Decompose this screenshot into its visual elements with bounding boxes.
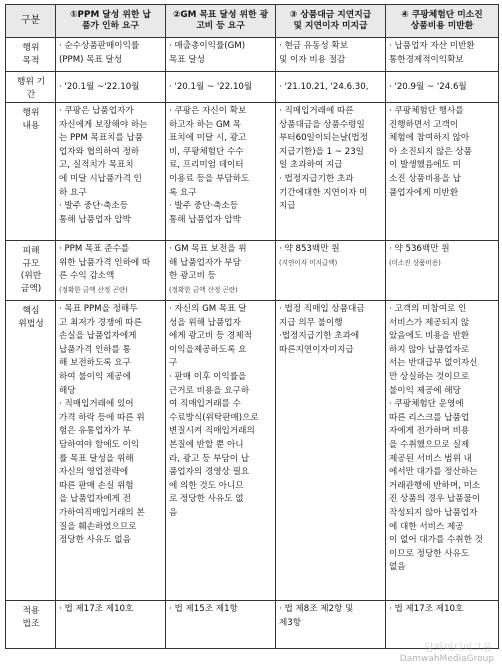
text-line: 성을 위해 납품업자 — [169, 317, 241, 328]
text-line: 통해 납품업자 압박 — [59, 214, 131, 225]
text-line: 핵심 — [22, 306, 40, 316]
text-line: 제3항 — [279, 617, 302, 628]
text-line: · 순수상품판매이익률 — [59, 41, 140, 51]
text-line: 행위 기 — [16, 77, 46, 87]
text-line: 위법성 — [18, 318, 44, 329]
text-line: ③ 상품대금 지연지급 — [289, 9, 372, 20]
text-line: 제공된 서비스 범위 내 — [389, 453, 472, 464]
cell-core-3 — [276, 301, 386, 601]
text-line: 에서만 대가를 정산하는 — [389, 467, 478, 478]
text-line: 하여 불이익 제공에 — [59, 371, 131, 382]
text-line: 로 정당한 사유도 없 — [169, 494, 244, 505]
text-line: 자에게 전가하며 비용 — [389, 426, 470, 437]
text-line: 해당 — [59, 385, 76, 396]
text-line: · 쿠팡체험단 행사를 — [389, 106, 464, 116]
text-line: · 법 제17조 제10호 — [389, 604, 464, 614]
text-line: 가하여직매입거래의 본 — [59, 507, 145, 518]
text-line: 는 PPM 목표치를 납품 — [59, 133, 144, 144]
cell-purpose-3 — [276, 38, 386, 72]
text-line: · 현금 유동성 확보 — [279, 41, 349, 51]
text-line: 이익을제공하도록 요 — [169, 344, 247, 355]
text-line: 질을 훼손하였으므로 — [59, 521, 137, 532]
text-line: 피해 — [22, 246, 40, 256]
text-line: 행위 — [22, 108, 40, 118]
row-content — [6, 103, 499, 241]
text-line: 이 발생했음에도 미 — [389, 160, 461, 171]
text-line: ①PPM 달성 위한 납 — [70, 9, 151, 20]
row-core — [6, 301, 499, 601]
text-line: 지급 — [279, 201, 296, 212]
cell-law-2 — [166, 601, 276, 649]
text-line: 일 초과하여 지급 — [279, 160, 343, 171]
text-line: · 법 제17조 제10호 — [59, 604, 134, 614]
text-line: · 발주 중단·축소등 — [169, 201, 239, 212]
row-purpose — [6, 38, 499, 72]
text-line: 목적 — [22, 55, 40, 66]
row-label-scale — [6, 241, 56, 301]
text-line: 표치에 미달 시, 광고 — [169, 133, 247, 144]
text-line: 비, 쿠팡체험단 수수 — [169, 146, 244, 157]
text-line: 내용 — [22, 120, 40, 131]
text-line: · 법정지급기한 초과 — [279, 173, 354, 184]
text-line: 근거로 비용을 요구하 — [169, 385, 250, 396]
text-line: 구 — [169, 358, 178, 369]
cell-scale-1 — [56, 241, 166, 301]
text-line: · '20.1월 ~ '22.10월 — [169, 81, 253, 92]
text-line: (위반 — [20, 271, 42, 281]
text-line: 른 수익 감소액 — [59, 271, 115, 282]
text-line: 고, 실적치가 목표치 — [59, 160, 134, 171]
text-line: 따른 판매 손실 위험 — [59, 480, 134, 491]
cell-purpose-2 — [166, 38, 276, 72]
text-line: 법조 — [22, 618, 40, 629]
cell-content-1 — [56, 103, 166, 241]
row-label-period — [6, 72, 56, 103]
text-line: · 고객의 미참여로 인 — [389, 304, 467, 314]
cell-content-4 — [386, 103, 499, 241]
text-line: · '20.1월 ~'22.10월 — [59, 81, 140, 92]
text-line: 부터60일이되는날(법정 — [279, 133, 369, 144]
text-line: 라, 광고 등 부담이 납 — [169, 453, 250, 464]
text-line: 적용 — [22, 606, 40, 616]
scale-note-4: (미소진 상품비용) — [389, 258, 441, 267]
text-line: (PPM) 목표 달성 — [59, 54, 123, 65]
text-line: 품업자에게 미반환 — [389, 187, 459, 198]
col-header-1 — [56, 5, 166, 38]
text-line: 상품비용 미반환 — [410, 21, 474, 31]
text-line: · 법 제8조 제2항 및 — [279, 604, 354, 614]
cell-period-1 — [56, 72, 166, 103]
cell-period-3 — [276, 72, 386, 103]
text-line: · PPM 목표 준수를 — [59, 244, 130, 254]
text-line: 수료방식(위탁판매)으로 — [169, 412, 259, 423]
text-line: 이 없어 대가를 수취한 것 — [389, 535, 483, 546]
violation-summary-table — [5, 4, 499, 649]
text-line: · 약 536백만 원 — [389, 244, 450, 254]
text-line: 변질시켜 직매입거래의 — [169, 426, 255, 437]
text-line: 불이익 제공에 해당 — [389, 385, 461, 396]
text-line: · 약 853백만 원 — [279, 244, 340, 254]
text-line: 해 납품업자가 부담 — [169, 257, 241, 268]
text-line: · 매출총이익률(GM) — [169, 41, 246, 51]
text-line: 자신의 영업전략에 — [59, 467, 129, 478]
text-line: 하고자 하는 GM 목 — [169, 119, 242, 130]
text-line: 자신에게 보장해야 하는 — [59, 119, 148, 130]
text-line: 상품대금을 상품수령일 — [279, 119, 365, 130]
text-line: · 쿠팡은 납품업자가 — [59, 106, 134, 116]
col-header-3 — [276, 5, 386, 38]
text-line: 에 의한 것도 아니므 — [169, 480, 244, 491]
text-line: 여 직매입거래를 수 — [169, 399, 241, 410]
cell-content-3 — [276, 103, 386, 241]
text-line: 을 수취했으므로 실제 — [389, 439, 470, 450]
text-line: 행위 — [22, 43, 40, 53]
row-period — [6, 72, 499, 103]
cell-core-4 — [386, 301, 499, 601]
text-line: 에 대한 서비스 제공 — [389, 521, 464, 532]
text-line: ②GM 목표 달성 위한 광 — [172, 9, 269, 20]
text-line: 고비 등 요구 — [196, 21, 245, 31]
text-line: 이므로 정당한 사유도 — [389, 548, 470, 559]
text-line: · '20.9월 ~ '24.6월 — [389, 81, 467, 92]
text-line: · 목표 PPM을 정해두 — [59, 304, 138, 314]
text-line: 목표 달성 — [169, 54, 205, 65]
text-line: 지급기한)을 1 ~ 23일 — [279, 146, 364, 157]
text-line: · '21.10.21, '24.6.30, — [279, 81, 369, 92]
text-line: · 자신의 GM 목표 달 — [169, 304, 247, 314]
cell-purpose-1 — [56, 38, 166, 72]
text-line: 금액) — [20, 283, 42, 294]
cell-scale-2 — [166, 241, 276, 301]
text-line: ④ 쿠팡체험단 미소진 — [401, 9, 483, 20]
watermark-korean: 담화미디어그룹 — [424, 643, 492, 654]
text-line: 규모 — [22, 258, 40, 269]
scale-note-3: (지연이자 미지급액) — [279, 258, 338, 267]
text-line: 률 목표 달성을 위해 — [59, 453, 134, 464]
text-line: 작성되지 않아 납품업자 — [389, 507, 478, 518]
cell-core-1 — [56, 301, 166, 601]
text-line: · 법 제15조 제1항 — [169, 604, 238, 614]
text-line: 거래관행에 반하며, 미소 — [389, 480, 481, 491]
text-line: 료, 프리미엄 데이터 — [169, 160, 244, 171]
scale-note-1: (정확한 금액 산정 곤란) — [59, 285, 128, 294]
text-line: 을 납품업자에게 전 — [59, 494, 131, 505]
text-line: 소진 상품비용을 납 — [389, 173, 461, 184]
text-line: 납품가격 인하를 통 — [59, 344, 131, 355]
cell-period-2 — [166, 72, 276, 103]
text-line: · 판매 이후 이익률을 — [169, 371, 247, 382]
text-line: 품업자의 경영상 필요 — [169, 467, 250, 478]
text-line: 기간에대한 지연이자 미 — [279, 187, 368, 198]
text-line: 위한 납품가격 인하에 따 — [59, 257, 151, 268]
text-line: 및 지연이자 미지급 — [293, 21, 368, 31]
text-line: 없음 — [389, 562, 406, 573]
text-line: 품가 인하 요구 — [81, 21, 140, 31]
row-label-law — [6, 601, 56, 649]
text-line: 통해 납품업자 압박 — [169, 214, 241, 225]
text-line: 따른지연이자미지급 — [279, 344, 354, 355]
row-label-core — [6, 301, 56, 601]
cell-scale-4 — [386, 241, 499, 301]
scale-note-2: (정확한 금액 산정 곤란) — [169, 285, 238, 294]
col-header-2 — [166, 5, 276, 38]
text-line: 진행하면서 고객이 — [389, 119, 459, 130]
text-line: 담하여야 함에도 이익 — [59, 439, 140, 450]
text-line: 정당한 사유도 없음 — [59, 535, 131, 546]
text-line: 따른 리스크를 납품업 — [389, 412, 470, 423]
watermark: DamwahMediaGroup — [399, 654, 494, 664]
row-label-content — [6, 103, 56, 241]
text-line: 아 소진되지 않은 상품 — [389, 146, 472, 157]
cell-period-4 — [386, 72, 499, 103]
text-line: 지급 의무 불이행 — [279, 317, 343, 328]
text-line: 해 보전하도록 요구 — [59, 358, 131, 369]
text-line: · GM 목표 보전을 위 — [169, 244, 247, 254]
cell-core-2 — [166, 301, 276, 601]
text-line: 하지 않아 납품업자로 — [389, 344, 470, 355]
text-line: ·법정지급기한 초과에 — [279, 331, 360, 342]
cell-law-1 — [56, 601, 166, 649]
cell-purpose-4 — [386, 38, 499, 72]
text-line: · 직매입거래에 있어 — [59, 399, 134, 410]
text-line: 고 최저가 경쟁에 따른 — [59, 317, 142, 328]
cell-content-2 — [166, 103, 276, 241]
text-line: 서비스가 제공되지 않 — [389, 317, 470, 328]
text-line: 서는 반대급부 없이자신 — [389, 358, 478, 369]
text-line: 통한경제적이익확보 — [389, 54, 464, 65]
text-line: 체험에 참여하지 않아 — [389, 133, 470, 144]
text-line: · 법정 직매입 상품대금 — [279, 304, 365, 314]
text-line: 록 요구 — [169, 187, 197, 198]
text-line: 가격 하락 등에 따른 위 — [59, 412, 145, 423]
cell-scale-3 — [276, 241, 386, 301]
text-line: 진 상품의 경우 납품물이 — [389, 494, 481, 505]
text-line: 에 미달 시납품가격 인 — [59, 173, 142, 184]
col-header-4 — [386, 5, 499, 38]
cell-law-3 — [276, 601, 386, 649]
text-line: 험은 유통업자가 부 — [59, 426, 131, 437]
text-line: · 발주 중단·축소등 — [59, 201, 129, 212]
text-line: · 납품업자 자산 미반환 — [389, 41, 475, 51]
text-line: 에게 광고비 등 경제적 — [169, 331, 252, 342]
text-line: · 직매입거래에 따른 — [279, 106, 354, 116]
text-line: 한 광고비 등 — [169, 271, 216, 282]
corner-cell: 구분 — [6, 5, 56, 38]
text-line: 및 이자 비용 절감 — [279, 54, 346, 65]
document-page — [5, 4, 498, 666]
text-line: · 쿠팡은 자신이 확보 — [169, 106, 247, 116]
text-line: 업자와 협의하여 정하 — [59, 146, 140, 157]
text-line: 았음에도 비용을 반환 — [389, 331, 470, 342]
text-line: 본질에 반할 뿐 아니 — [169, 439, 244, 450]
row-scale — [6, 241, 499, 301]
header-row — [6, 5, 499, 38]
row-label-purpose — [6, 38, 56, 72]
text-line: 간 — [26, 89, 36, 100]
text-line: 음 — [169, 507, 178, 518]
text-line: · 쿠팡체험단 운영에 — [389, 399, 464, 410]
text-line: 만 상실하는 것이므로 — [389, 371, 470, 382]
text-line: 손실을 납품업자에게 — [59, 331, 137, 342]
text-line: 하 요구 — [59, 187, 87, 198]
text-line: 이용료 등을 부담하도 — [169, 173, 250, 184]
